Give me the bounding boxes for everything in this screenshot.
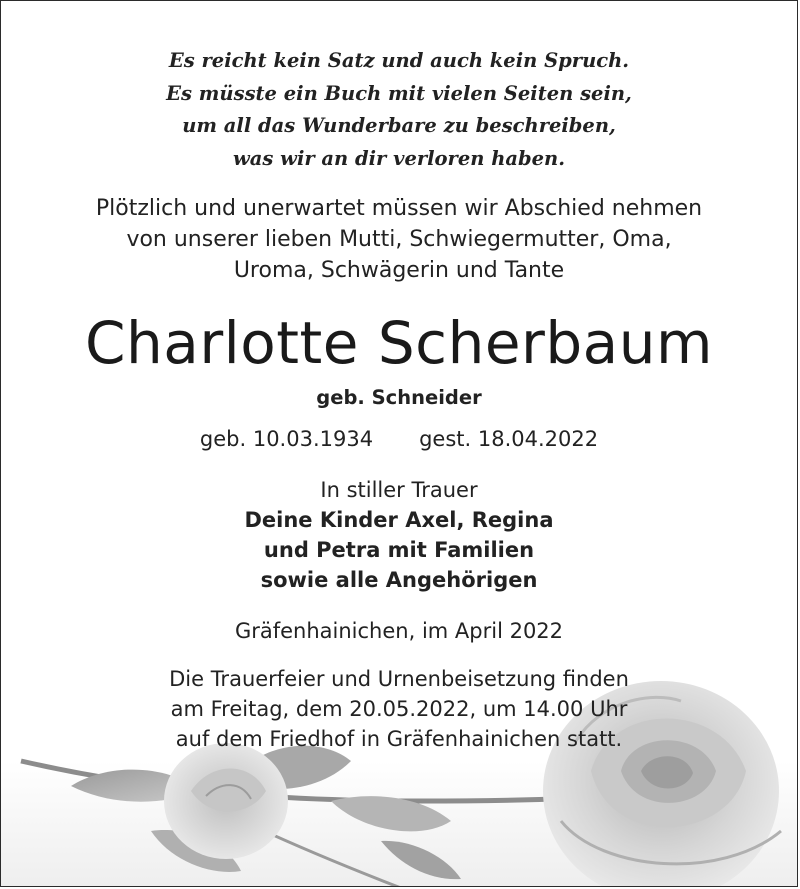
verse-line: um all das Wunderbare zu beschreiben, (182, 114, 616, 137)
deceased-name: Charlotte Scherbaum (85, 309, 713, 377)
verse-line: Es reicht kein Satz und auch kein Spruch. (168, 49, 630, 72)
place-date: Gräfenhainichen, im April 2022 (234, 619, 564, 643)
mourner-line: und Petra mit Familien (263, 538, 535, 562)
mourning-lead: In stiller Trauer (320, 478, 478, 502)
intro-line: von unserer lieben Mutti, Schwiegermutter, Oma, (126, 227, 672, 252)
announcement-intro (1, 193, 797, 286)
ceremony-line: am Freitag, dem 20.05.2022, um 14.00 Uhr (170, 697, 628, 721)
life-dates (1, 424, 797, 454)
mourners-block (1, 475, 797, 595)
intro-line: Uroma, Schwägerin und Tante (233, 258, 565, 283)
death-date: gest. 18.04.2022 (419, 427, 599, 451)
verse-line: was wir an dir verloren haben. (232, 146, 566, 170)
ceremony-line: Die Trauerfeier und Urnenbeisetzung finden (169, 667, 629, 691)
birth-date: geb. 10.03.1934 (199, 427, 374, 451)
intro-line: Plötzlich und unerwartet müssen wir Abschied nehmen (95, 196, 703, 221)
verse-line: Es müsste ein Buch mit vielen Seiten sein, (166, 81, 632, 105)
mourner-line: Deine Kinder Axel, Regina (244, 508, 554, 532)
birth-name: geb. Schneider (316, 386, 482, 409)
ceremony-info (1, 664, 797, 754)
memorial-verse (1, 45, 797, 175)
ceremony-line: auf dem Friedhof in Gräfenhainichen statt. (175, 727, 623, 751)
mourner-line: sowie alle Angehörigen (260, 568, 538, 592)
